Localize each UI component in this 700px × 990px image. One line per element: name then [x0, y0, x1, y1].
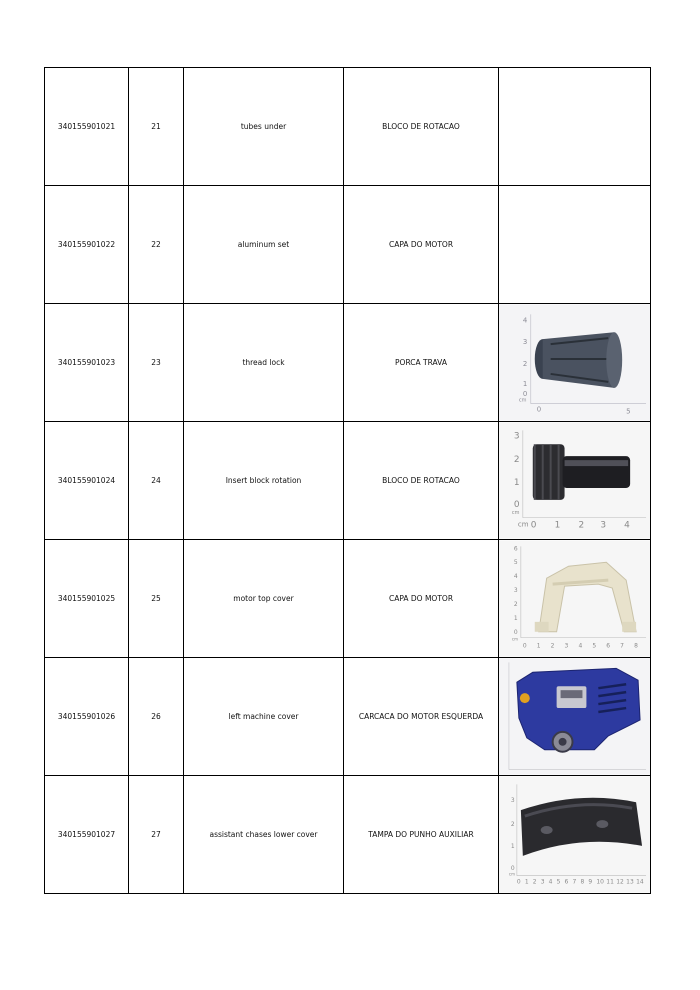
table-row: [45, 68, 651, 186]
table-row: [45, 658, 651, 776]
ruler-label: 0: [522, 642, 527, 650]
ruler-label: 5: [556, 878, 561, 886]
ruler-label: 12: [616, 878, 624, 886]
ruler-label: 3: [600, 520, 607, 531]
handle-lower-cover-photo: [499, 776, 650, 893]
ruler-label: 3: [522, 338, 528, 347]
ruler-label: 3: [540, 878, 545, 886]
photo-cell: [499, 422, 651, 540]
ruler-label: cm: [517, 520, 529, 529]
ruler-label: cm: [511, 636, 518, 642]
table-row: [45, 422, 651, 540]
insert-block-photo: [499, 422, 650, 539]
description-pt: CAPA DO MOTOR: [344, 540, 499, 658]
ruler-label: 10: [596, 878, 604, 886]
ruler-label: 6: [513, 545, 518, 553]
ruler-label: 2: [532, 878, 537, 886]
ruler-label: 6: [564, 878, 569, 886]
table-row: [45, 540, 651, 658]
position-number: 22: [129, 186, 184, 304]
table-row: [45, 304, 651, 422]
ruler-label: 0: [522, 389, 528, 398]
ruler-label: cm: [508, 871, 515, 877]
ruler-label: 13: [626, 878, 634, 886]
position-number: 26: [129, 658, 184, 776]
ruler-label: 7: [572, 878, 577, 886]
position-number: 25: [129, 540, 184, 658]
description-pt: BLOCO DE ROTACAO: [344, 422, 499, 540]
description-en: motor top cover: [184, 540, 344, 658]
part-code: 340155901022: [45, 186, 129, 304]
ruler-label: 1: [554, 520, 561, 531]
ruler-label: 8: [634, 642, 638, 650]
part-code: 340155901026: [45, 658, 129, 776]
ruler-label: 1: [510, 842, 515, 850]
ruler-label: 5: [626, 407, 631, 416]
description-en: assistant chases lower cover: [184, 776, 344, 894]
description-pt: BLOCO DE ROTACAO: [344, 68, 499, 186]
part-code: 340155901023: [45, 304, 129, 422]
table-row: [45, 186, 651, 304]
photo-cell: [499, 540, 651, 658]
ruler-label: 5: [513, 559, 518, 567]
description-pt: TAMPA DO PUNHO AUXILIAR: [344, 776, 499, 894]
ruler-label: 1: [524, 878, 529, 886]
left-machine-cover-photo: [499, 658, 650, 775]
ruler-label: cm: [518, 397, 527, 404]
ruler-label: 1: [536, 642, 541, 650]
ruler-label: 4: [578, 642, 583, 650]
ruler-label: 7: [620, 642, 624, 650]
thread-lock-nut-photo: [499, 304, 650, 421]
position-number: 23: [129, 304, 184, 422]
description-en: thread lock: [184, 304, 344, 422]
part-code: 340155901024: [45, 422, 129, 540]
ruler-label: 8: [580, 878, 585, 886]
ruler-label: 2: [513, 455, 520, 466]
ruler-label: 4: [548, 878, 553, 886]
description-en: aluminum set: [184, 186, 344, 304]
ruler-label: 2: [513, 600, 518, 608]
ruler-label: 2: [578, 520, 585, 531]
ruler-label: 4: [522, 316, 528, 325]
ruler-label: cm: [511, 509, 520, 516]
motor-top-cover-photo: [499, 540, 650, 657]
ruler-label: 11: [606, 878, 614, 886]
description-en: tubes under: [184, 68, 344, 186]
ruler-label: 1: [513, 477, 520, 488]
description-en: Insert block rotation: [184, 422, 344, 540]
photo-cell: [499, 304, 651, 422]
ruler-label: 1: [522, 379, 528, 388]
ruler-label: 3: [513, 431, 520, 442]
photo-cell-empty: [499, 68, 651, 186]
photo-cell-empty: [499, 186, 651, 304]
table-row: [45, 776, 651, 894]
parts-table: [44, 67, 651, 894]
part-code: 340155901025: [45, 540, 129, 658]
description-en: left machine cover: [184, 658, 344, 776]
ruler-label: 3: [513, 587, 518, 595]
ruler-label: 14: [636, 878, 644, 886]
ruler-label: 6: [606, 642, 611, 650]
description-pt: CARCACA DO MOTOR ESQUERDA: [344, 658, 499, 776]
ruler-label: 2: [550, 642, 555, 650]
ruler-label: 0: [510, 864, 515, 872]
ruler-label: 0: [536, 405, 542, 414]
ruler-label: 9: [588, 878, 593, 886]
part-code: 340155901027: [45, 776, 129, 894]
position-number: 21: [129, 68, 184, 186]
ruler-label: 1: [513, 614, 518, 622]
ruler-label: 4: [513, 573, 518, 581]
ruler-label: 2: [510, 821, 515, 829]
position-number: 24: [129, 422, 184, 540]
position-number: 27: [129, 776, 184, 894]
part-code: 340155901021: [45, 68, 129, 186]
ruler-label: 0: [513, 628, 518, 636]
photo-cell: [499, 776, 651, 894]
ruler-label: 3: [510, 797, 515, 805]
ruler-label: 3: [564, 642, 569, 650]
ruler-label: 0: [513, 499, 520, 510]
photo-cell: [499, 658, 651, 776]
description-pt: PORCA TRAVA: [344, 304, 499, 422]
ruler-label: 0: [516, 878, 521, 886]
description-pt: CAPA DO MOTOR: [344, 186, 499, 304]
ruler-label: 0: [530, 520, 537, 531]
ruler-label: 2: [522, 359, 528, 368]
ruler-label: 4: [624, 520, 630, 531]
ruler-label: 5: [592, 642, 597, 650]
